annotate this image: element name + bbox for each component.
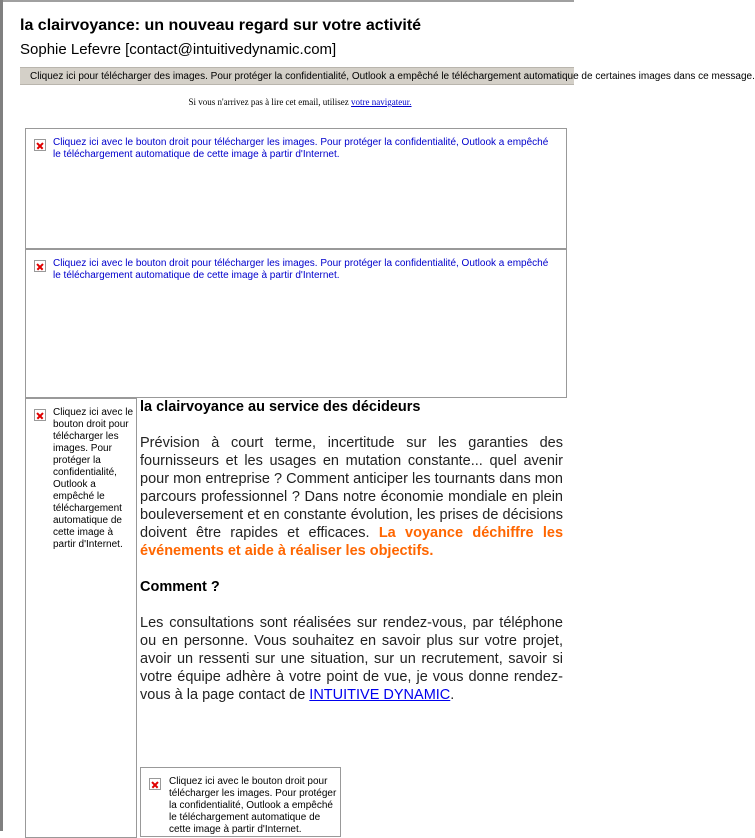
broken-image-icon (34, 409, 46, 421)
blocked-image-sidebar[interactable] (25, 398, 137, 838)
broken-image-icon (34, 260, 46, 272)
broken-image-icon (34, 139, 46, 151)
blocked-image-message: Cliquez ici avec le bouton droit pour télécharger les images. Pour protéger la confidentialité, Outlook a empêché le téléchargement automatique de cette image à partir d'Internet. (53, 137, 549, 160)
broken-image-icon-wrap (149, 778, 161, 790)
contact-link[interactable]: INTUITIVE DYNAMIC (309, 687, 451, 703)
highlight-text: La voyance déchiffre les événements et aide à réaliser les objectifs. (140, 525, 564, 559)
broken-image-icon-wrap (34, 139, 46, 151)
blocked-image-bottom[interactable] (140, 767, 341, 837)
browser-view-link[interactable]: votre navigateur. (351, 97, 412, 107)
email-sender[interactable]: Sophie Lefevre [contact@intuitivedynamic.com] (20, 41, 337, 58)
window-top-border (0, 0, 574, 2)
article-heading: la clairvoyance au service des décideurs (140, 399, 421, 415)
broken-image-icon-wrap (34, 409, 46, 421)
blocked-image-message: Cliquez ici avec le bouton droit pour télécharger les images. Pour protéger la confidentialité, Outlook a empêché le téléchargement automatique de cette image à partir d'Internet. (53, 407, 134, 550)
blocked-image-message: Cliquez ici avec le bouton droit pour télécharger les images. Pour protéger la confidentialité, Outlook a empêché le téléchargement automatique de cette image à partir d'Internet. (53, 258, 549, 281)
article-paragraph-1 (140, 434, 563, 560)
preheader-text: Si vous n'arrivez pas à lire cet email, utilisez (188, 97, 349, 107)
window-left-border (0, 0, 3, 831)
download-images-infobar[interactable] (20, 67, 755, 85)
blocked-image-banner-1[interactable] (25, 128, 567, 249)
email-subject: la clairvoyance: un nouveau regard sur votre activité (20, 17, 422, 34)
preheader (0, 97, 600, 107)
article (140, 398, 563, 704)
broken-image-icon-wrap (34, 260, 46, 272)
blocked-image-message: Cliquez ici avec le bouton droit pour télécharger les images. Pour protéger la confidentialité, Outlook a empêché le téléchargement automatique de cette image à partir d'Internet. (169, 776, 337, 835)
paragraph-2-text: Les consultations sont réalisées sur rendez-vous, par téléphone ou en personne. Vous souhaitez en savoir plus sur votre projet, avoir un ressenti sur une situation, sur un recrutement, savoir si votre équipe adhère à votre point de vue, je vous donne rendez-vous à la page contact de (140, 615, 563, 703)
article-subheading: Comment ? (140, 579, 220, 595)
link-suffix: . (450, 687, 455, 703)
article-paragraph-2 (140, 614, 563, 704)
broken-image-icon (149, 778, 161, 790)
infobar-text: Cliquez ici pour télécharger des images. Pour protéger la confidentialité, Outlook a empêché le téléchargement automatique de certaines images dans ce message. (30, 71, 755, 82)
paragraph-1-text: Prévision à court terme, incertitude sur les garanties des fournisseurs et les usages en mutation constante... quel avenir pour mon entreprise ? Comment anticiper les tournants dans mon parcours professionnel ? Dans notre économie mondiale en plein bouleversement et en constante évolution, les prises de décisions doivent être rapides et efficaces. (140, 435, 563, 541)
blocked-image-banner-2[interactable] (25, 249, 567, 398)
